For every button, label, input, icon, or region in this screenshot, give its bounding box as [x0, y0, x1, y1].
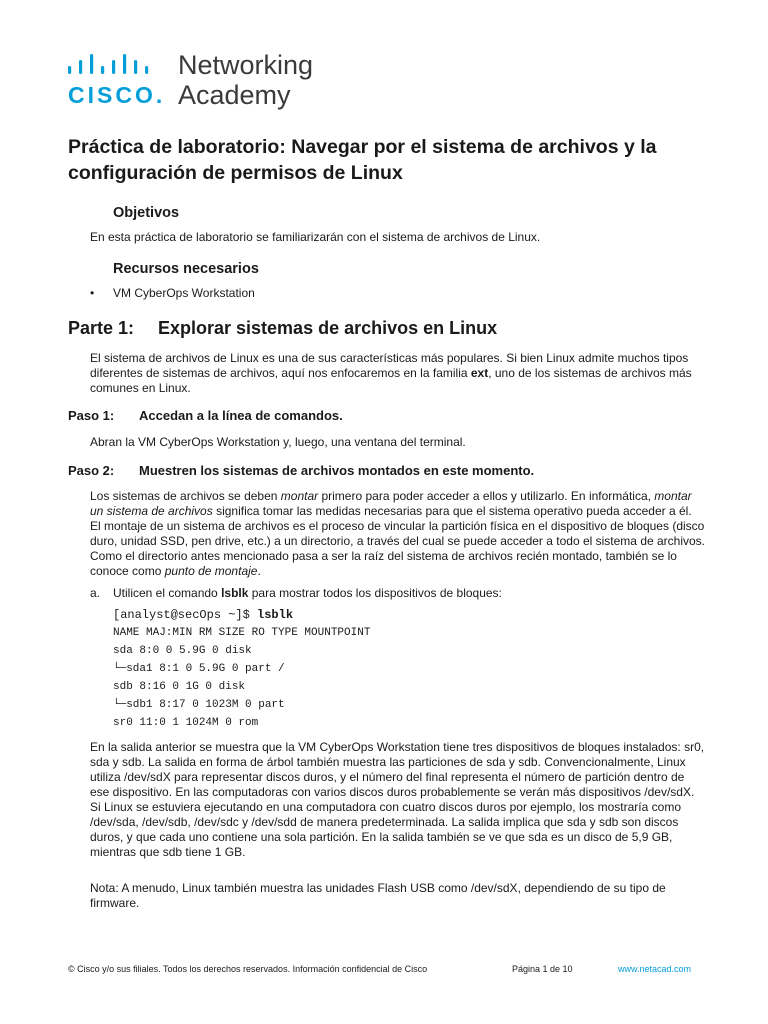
paso2-p-a: Los sistemas de archivos se deben — [90, 489, 281, 503]
paso1-title: Accedan a la línea de comandos. — [139, 408, 343, 423]
paso2-nota: Nota: A menudo, Linux también muestra las unidades Flash USB como /dev/sdX, dependiendo de su tipo de firmware. — [90, 881, 666, 910]
terminal-command-line — [113, 606, 293, 624]
parte1-intro — [90, 351, 705, 396]
parte1-intro-b: , uno de los sistemas de archivos más comunes en Linux. — [90, 366, 692, 395]
paso2-title: Muestren los sistemas de archivos montados en este momento. — [139, 463, 535, 478]
terminal-output-line: NAME MAJ:MIN RM SIZE RO TYPE MOUNTPOINT — [113, 627, 371, 639]
step-a-pre: Utilicen el comando — [113, 586, 222, 600]
parte1-intro-a: El sistema de archivos de Linux es una de sus características más populares. Si bien Linux admite muchos tipos diferentes de sistemas de archivos, aquí nos enfocaremos en la familia — [90, 351, 689, 380]
recursos-heading: Recursos necesarios — [113, 261, 259, 277]
terminal-output-line: └─sda1 8:1 0 5.9G 0 part / — [113, 663, 285, 675]
recursos-item-label: VM CyberOps Workstation — [113, 286, 255, 300]
terminal-output — [113, 624, 370, 732]
paso2-paragraph — [90, 489, 705, 579]
paso2-p-montar-sistema: montar un sistema de archivos — [90, 489, 692, 518]
footer-url-link[interactable]: www.netacad.com — [618, 964, 692, 974]
logo-networking: Networking — [178, 50, 314, 80]
terminal-prompt: [analyst@secOps ~]$ — [113, 608, 258, 622]
document-title: Práctica de laboratorio: Navegar por el sistema de archivos y la configuración de permisos de Linux — [68, 136, 657, 184]
paso1-heading — [68, 408, 343, 423]
footer-copyright: © Cisco y/o sus filiales. Todos los derechos reservados. Información confidencial de Cisco — [68, 964, 428, 974]
recursos-item — [90, 286, 255, 300]
paso2-p-montar: montar — [280, 489, 319, 503]
terminal-output-line: └─sdb1 8:17 0 1023M 0 part — [113, 699, 285, 711]
step-a-label: a. — [90, 586, 101, 600]
cisco-networking-academy-logo — [68, 50, 328, 112]
step-a-command: lsblk — [221, 586, 249, 600]
step-a — [90, 586, 502, 600]
paso1-number: Paso 1: — [68, 408, 115, 423]
paso2-heading — [68, 463, 534, 478]
footer-page-number: Página 1 de 10 — [512, 964, 573, 974]
objetivos-text: En esta práctica de laboratorio se familiarizarán con el sistema de archivos de Linux. — [90, 230, 541, 244]
parte1-title: Explorar sistemas de archivos en Linux — [158, 318, 498, 338]
paso1-text: Abran la VM CyberOps Workstation y, luego, una ventana del terminal. — [90, 435, 466, 449]
parte1-heading — [68, 318, 497, 339]
terminal-output-line: sdb 8:16 0 1G 0 disk — [113, 681, 246, 693]
parte1-number: Parte 1: — [68, 318, 135, 338]
objetivos-heading: Objetivos — [113, 205, 180, 221]
paso2-explanation: En la salida anterior se muestra que la VM CyberOps Workstation tiene tres dispositivos de bloques instalados: sr0, sda y sdb. La salida en forma de árbol también muestra las particiones de sda y sdb. Convencionalmente, Linux utiliza /dev/sdX para representar discos duros, y el número del final representa el número de partición dentro de ese dispositivo. En las computadoras con varios discos duros probablemente se verán más dispositivos /dev/sdX. Si Linux se estuviera ejecutando en una computadora con cuatro discos duros por ejemplo, los mostraría como /dev/sda, /dev/sdb, /dev/sdc y /dev/sdd de manera predeterminada. La salida implica que sda y sdb son discos duros, y que cada uno contiene una sola partición. En la salida también se ve que sda es un disco de 5,9 GB, mientras que sdb tiene 1 GB. — [90, 740, 705, 859]
logo-academy: Academy — [178, 80, 291, 110]
paso2-number: Paso 2: — [68, 463, 115, 478]
bullet-icon: • — [90, 286, 95, 300]
parte1-intro-ext: ext — [470, 366, 489, 380]
cisco-wordmark: CISCO. — [68, 82, 166, 108]
cisco-bars-icon — [68, 54, 164, 80]
paso2-p-punto-montaje: punto de montaje — [164, 564, 258, 578]
terminal-output-line: sr0 11:0 1 1024M 0 rom — [113, 717, 259, 729]
paso2-p-d: . — [257, 564, 261, 578]
terminal-command: lsblk — [257, 608, 294, 622]
paso2-p-b: primero para poder acceder a ellos y utilizarlo. En informática, — [318, 489, 655, 503]
paso2-p-c: significa tomar las medidas necesarias para que el sistema operativo pueda acceder a él. El montaje de un sistema de archivos es el proceso de vincular la partición física en el dispositivo de bloques (disco duro, unidad SSD, pen drive, etc.) a un directorio, a través del cual se puede acceder a todo el sistema de archivos. Como el directorio antes mencionado pasa a ser la raíz del sistema de archivos recién montado, también se lo conoce como — [90, 504, 706, 578]
terminal-output-line: sda 8:0 0 5.9G 0 disk — [113, 645, 252, 657]
step-a-post: para mostrar todos los dispositivos de bloques: — [248, 586, 502, 600]
